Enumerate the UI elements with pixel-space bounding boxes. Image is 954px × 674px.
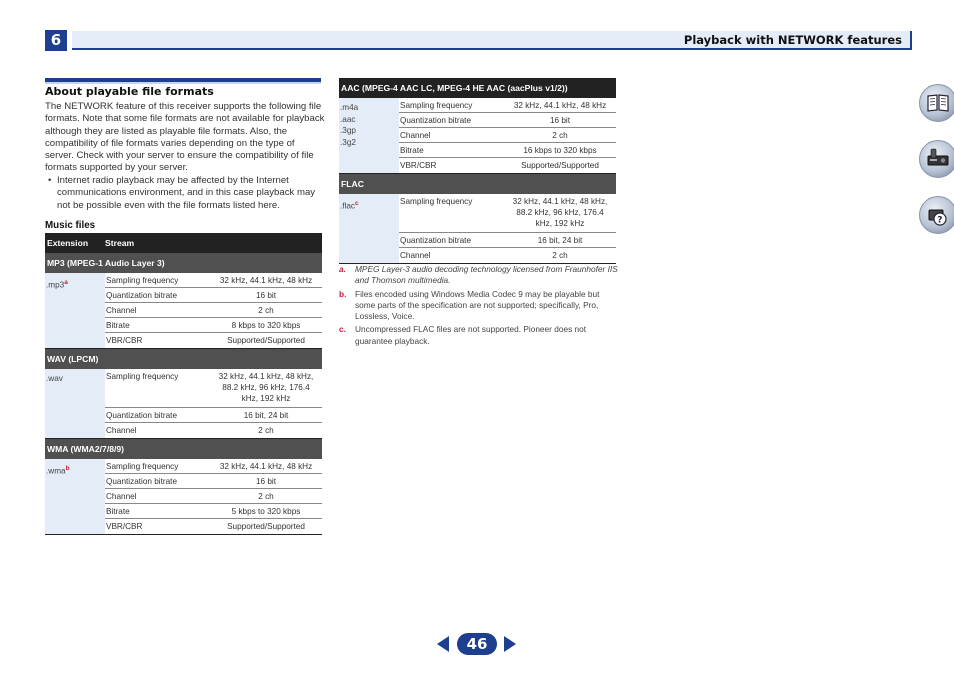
section-rule-light	[45, 82, 321, 84]
extension-cell: .mp3$^a$	[45, 273, 105, 348]
table-row: Channel 2 ch	[105, 303, 322, 318]
table-row: Sampling frequency 32 kHz, 44.1 kHz, 48 kHz, 88.2 kHz, 96 kHz, 176.4 kHz, 192 kHz	[399, 194, 616, 233]
table-header	[45, 233, 322, 253]
section-title: About playable file formats	[45, 85, 214, 98]
table-row: Quantization bitrate 16 bit, 24 bit	[399, 233, 616, 248]
svg-text:?: ?	[937, 215, 943, 226]
previous-page-arrow[interactable]	[437, 636, 449, 652]
table-row: VBR/CBR Supported/Supported	[400, 161, 599, 170]
table-row: Channel 2 ch	[106, 426, 274, 435]
extension-cell: .wma$^b$	[45, 459, 105, 534]
table-row: Sampling frequency 32 kHz, 44.1 kHz, 48 kHz	[105, 273, 322, 288]
music-files-heading: Music files	[45, 220, 96, 231]
header-bar	[72, 31, 912, 50]
table-row: Quantization bitrate 16 bit, 24 bit	[105, 408, 322, 423]
footnotes	[339, 264, 619, 349]
table-row: Sampling frequency 32 kHz, 44.1 kHz, 48 kHz, 88.2 kHz, 96 kHz, 176.4 kHz, 192 kHz	[105, 369, 322, 408]
page-number: 46	[457, 633, 497, 655]
extension-cell: .wav	[45, 369, 105, 438]
table-row: Channel 2 ch	[400, 251, 568, 260]
receiver-remote-icon[interactable]	[919, 140, 954, 178]
table-row: Bitrate 8 kbps to 320 kbps	[105, 318, 322, 333]
footnote-mark: b	[65, 465, 70, 472]
bullet-note	[45, 175, 325, 212]
music-files-table	[45, 233, 322, 535]
format-title-aac: AAC (MPEG-4 AAC LC, MPEG-4 HE AAC (aacPlus v1/2))	[339, 78, 616, 98]
format-group-mp3	[45, 273, 322, 348]
format-group-wav	[45, 369, 322, 438]
table-row: VBR/CBR Supported/Supported	[106, 522, 305, 531]
book-icon[interactable]	[919, 84, 954, 122]
format-title-mp3: MP3 (MPEG-1 Audio Layer 3)	[45, 253, 322, 273]
extension-cell: .flac$^c$	[339, 194, 399, 263]
next-page-arrow[interactable]	[504, 636, 516, 652]
footnote-c: c. Uncompressed FLAC files are not supported. Pioneer does not guarantee playback.	[339, 324, 587, 346]
bullet-text: Internet radio playback may be affected by the Internet communications environment, and in this case playback may not be possible even with the file formats listed here.	[57, 175, 316, 211]
extension-cell: .m4a .aac .3gp .3g2	[339, 98, 399, 173]
table-row: Quantization bitrate 16 bit	[105, 288, 322, 303]
format-title-flac: FLAC	[339, 174, 616, 194]
intro-paragraph: The NETWORK feature of this receiver supports the following file formats. Note that some file formats are not available for playback although they are listed as playable file formats. Also, the compatibility of file formats varies depending on the type of server. Check with your server to ensure the compatibility of file formats supported by your server.	[45, 101, 325, 174]
format-group-flac	[339, 194, 616, 263]
format-title-wav: WAV (LPCM)	[45, 349, 322, 369]
table-row: Channel 2 ch	[105, 489, 322, 504]
col-stream: Stream	[105, 238, 135, 248]
format-group-wma	[45, 459, 322, 534]
col-extension: Extension	[47, 238, 89, 248]
footnote-mark: a	[64, 279, 68, 286]
table-row: Sampling frequency 32 kHz, 44.1 kHz, 48 kHz	[399, 98, 616, 113]
table-row: Bitrate 16 kbps to 320 kbps	[399, 143, 616, 158]
footnote-a: a. MPEG Layer-3 audio decoding technology licensed from Fraunhofer IIS and Thomson multimedia.	[339, 264, 618, 286]
table-row: Channel 2 ch	[399, 128, 616, 143]
table-row: Sampling frequency 32 kHz, 44.1 kHz, 48 kHz	[105, 459, 322, 474]
table-row: Quantization bitrate 16 bit	[105, 474, 322, 489]
bullet-dot: •	[48, 175, 52, 186]
footnote-b: b. Files encoded using Windows Media Codec 9 may be playable but some parts of the specification are not supported; specifically, Pro, Lossless, Voice.	[339, 288, 600, 322]
header-title: Playback with NETWORK features	[683, 33, 902, 47]
table-row: Bitrate 5 kbps to 320 kbps	[105, 504, 322, 519]
format-group-aac	[339, 98, 616, 173]
help-tools-icon[interactable]	[919, 196, 954, 234]
chapter-number: 6	[45, 30, 67, 51]
footnote-mark: c	[355, 200, 359, 207]
format-title-wma: WMA (WMA2/7/8/9)	[45, 439, 322, 459]
table-row: Quantization bitrate 16 bit	[399, 113, 616, 128]
music-files-table-continued	[339, 78, 616, 264]
table-row: VBR/CBR Supported/Supported	[106, 336, 305, 345]
